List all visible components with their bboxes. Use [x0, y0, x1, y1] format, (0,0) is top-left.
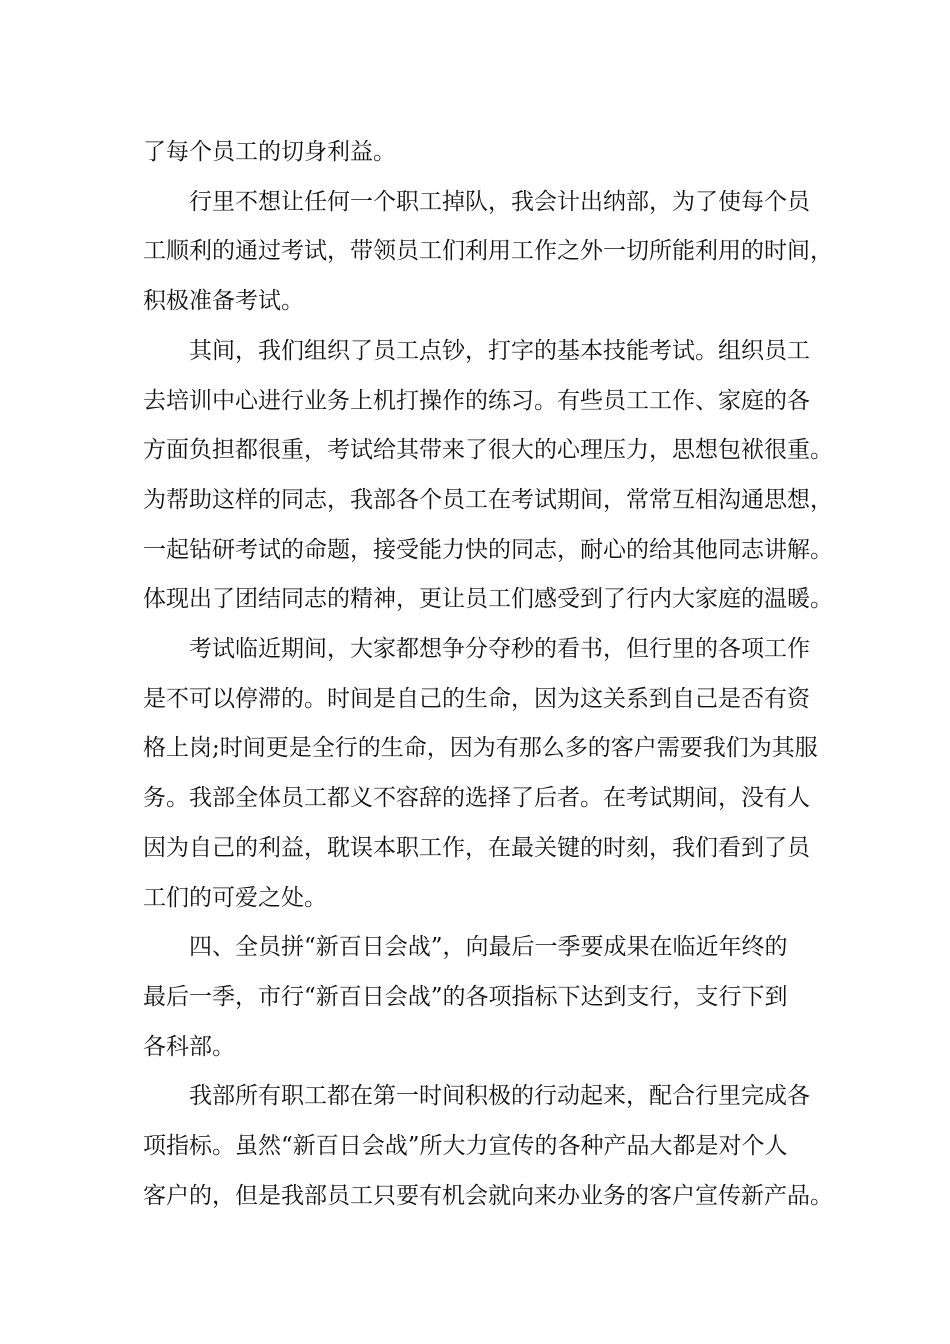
- document-body: [143, 128, 833, 1221]
- text-line: 客户的，但是我部员工只要有机会就向来办业务的客户宣传新产品。: [143, 1182, 833, 1209]
- text-line: 积极准备考试。: [143, 288, 304, 315]
- text-line: 去培训中心进行业务上机打操作的练习。有些员工工作、家庭的各: [143, 387, 810, 414]
- text-line: 务。我部全体员工都义不容辞的选择了后者。在考试期间，没有人: [143, 785, 810, 812]
- text-line: 为帮助这样的同志，我部各个员工在考试期间，常常互相沟通思想，: [143, 486, 833, 513]
- text-line: 是不可以停滞的。时间是自己的生命，因为这关系到自己是否有资: [143, 685, 810, 712]
- text-line: 格上岗;时间更是全行的生命，因为有那么多的客户需要我们为其服: [143, 735, 818, 762]
- text-line: 方面负担都很重，考试给其带来了很大的心理压力，思想包袱很重。: [143, 437, 833, 464]
- text-line: 一起钻研考试的命题，接受能力快的同志，耐心的给其他同志讲解。: [143, 536, 833, 563]
- text-line: 项指标。虽然“新百日会战”所大力宣传的各种产品大都是对个人: [143, 1133, 788, 1160]
- text-line: 其间，我们组织了员工点钞，打字的基本技能考试。组织员工: [189, 337, 810, 364]
- text-line: 最后一季，市行“新百日会战”的各项指标下达到支行，支行下到: [143, 983, 788, 1010]
- text-line: 体现出了团结同志的精神，更让员工们感受到了行内大家庭的温暖。: [143, 586, 833, 613]
- text-line: 我部所有职工都在第一时间积极的行动起来，配合行里完成各: [189, 1083, 810, 1110]
- text-line: 各科部。: [143, 1033, 235, 1060]
- paragraph: [143, 178, 833, 327]
- text-line: 了每个员工的切身利益。: [143, 139, 396, 165]
- paragraph: [143, 1072, 833, 1221]
- text-line: 考试临近期间，大家都想争分夺秒的看书，但行里的各项工作: [189, 636, 810, 663]
- text-line: 工们的可爱之处。: [143, 884, 327, 911]
- paragraph: [143, 923, 823, 1072]
- text-line: 工顺利的通过考试，带领员工们利用工作之外一切所能利用的时间，: [143, 238, 833, 265]
- paragraph: [143, 327, 833, 625]
- text-line: 因为自己的利益，耽误本职工作，在最关键的时刻，我们看到了员: [143, 834, 810, 861]
- paragraph: [143, 128, 823, 178]
- text-line: 行里不想让任何一个职工掉队，我会计出纳部，为了使每个员: [189, 188, 810, 215]
- text-line: 四、全员拼“新百日会战”，向最后一季要成果在临近年终的: [189, 934, 788, 961]
- paragraph: [143, 625, 823, 923]
